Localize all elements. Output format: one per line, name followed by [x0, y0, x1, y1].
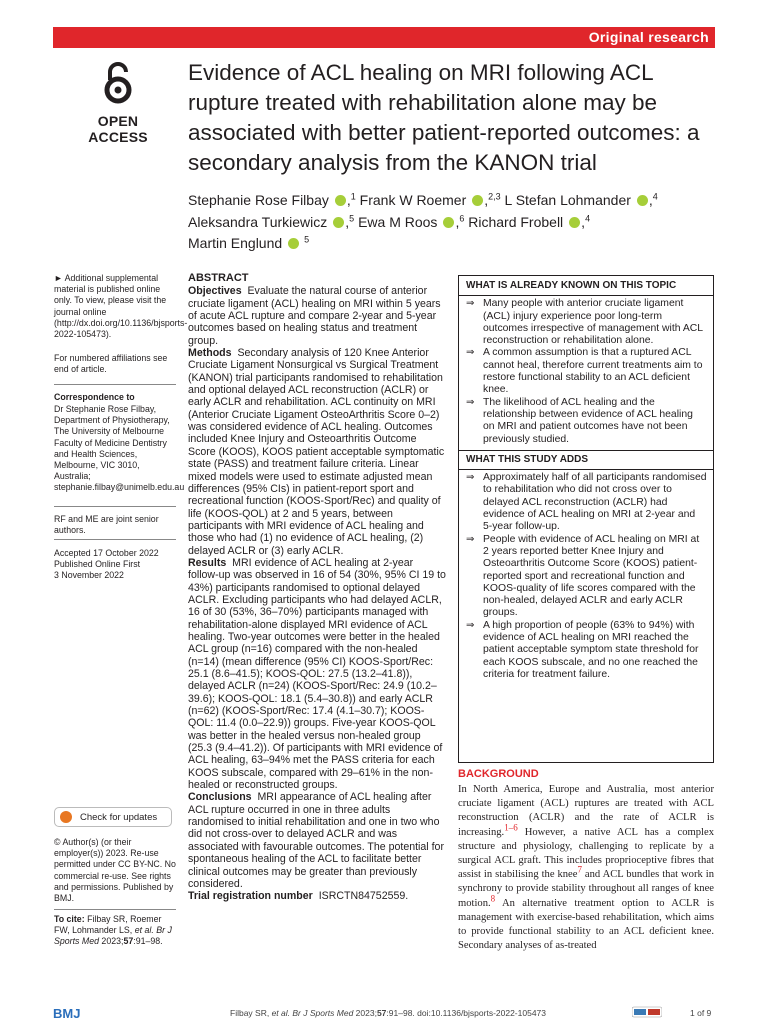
author-affiliation: 1 [350, 191, 356, 202]
cite-volume: 57 [123, 936, 134, 947]
orcid-icon[interactable] [569, 217, 580, 228]
orcid-icon[interactable] [472, 195, 483, 206]
orcid-icon[interactable] [288, 238, 299, 249]
background-sentence: In North America, Europe and Australia, most anterior cruciate ligament (ACL) ruptures are treated with ACL reconstruction (ACLR) and the rate of ACLR is increasing. [458, 784, 714, 838]
conclusions-text: MRI appearance of ACL healing after ACL rupture occurred in one in three adults randomised to initial rehabilitation and one in two who did not cross-over to delayed ACLR and was associated with favourable outcomes. The potential for spontaneous healing of the ACL to facilitate better clinical outcomes may be greater than previously considered. [188, 791, 444, 890]
open-access-badge [68, 60, 168, 145]
cite-journal: et al. Br J Sports Med [54, 925, 172, 947]
methods-label: Methods [188, 347, 232, 360]
abstract-objectives [188, 285, 446, 347]
check-for-updates-button[interactable] [54, 807, 172, 827]
abstract-conclusions [188, 791, 446, 890]
author-affiliation: 4 [652, 191, 658, 202]
abstract-methods [188, 347, 446, 557]
known-list [459, 298, 713, 446]
cite-block [54, 914, 176, 948]
author-affiliation: 6 [459, 212, 465, 223]
author-affiliation: 2,3 [488, 191, 501, 202]
reference-link[interactable]: 8 [490, 893, 496, 904]
known-heading: WHAT IS ALREADY KNOWN ON THIS TOPIC [459, 280, 713, 296]
abstract-heading: ABSTRACT [188, 272, 249, 284]
divider [54, 539, 176, 540]
abstract-results [188, 557, 446, 792]
background-sentence: An alternative treatment option to ACLR is management with exercise-based rehabilitation, which aims to provide functional stability to an ACL deficient knee. Secondary analyses of as-treated [458, 897, 714, 952]
footer-citation [230, 1008, 546, 1018]
list-item: ⇒ The likelihood of ACL healing and the relationship between evidence of ACL healing on MRI and patient outcomes have not been previously studied. [466, 397, 707, 446]
author-name: Richard Frobell [468, 213, 564, 230]
cite-year: 2023; [98, 936, 124, 947]
divider [54, 506, 176, 507]
author-name: Martin Englund [188, 235, 283, 251]
author-name: L Stefan Lohmander [504, 192, 631, 208]
footer-citation-authors: Filbay SR, [230, 1008, 272, 1018]
author-affiliation: 5 [349, 212, 355, 223]
background-sentence: However, a native ACL has a complex structure and physiology, challenging to replicate by a surgical ACL graft. This includes proprioceptive fibres that assist in stabilising the knee [458, 826, 714, 881]
cite-label: To cite: [54, 914, 85, 924]
background-sentence: and ACL bundles that work in synchrony to provide stability throughout all ranges of knee motion. [458, 869, 714, 909]
article-title: Evidence of ACL healing on MRI following ACL rupture treated with rehabilitation alone may be associated with better patient-reported outcomes: a secondary analysis from the KANON trial [188, 60, 700, 175]
author-name: Aleksandra Turkiewicz [188, 213, 328, 230]
author-name: Frank W Roemer [359, 192, 467, 208]
adds-list [459, 472, 713, 681]
adds-heading: WHAT THIS STUDY ADDS [459, 450, 713, 470]
list-item: ⇒ Approximately half of all participants randomised to rehabilitation who did not cross over to delayed ACL reconstruction (ACLR) had evidence of ACL healing on MRI at 2-year and 5-year follow-up. [466, 472, 707, 533]
abstract [188, 272, 446, 903]
senior-authors-note: RF and ME are joint senior authors. [54, 514, 159, 536]
trial-number: ISRCTN84752559. [318, 890, 409, 903]
author-affiliation: 4 [585, 212, 591, 223]
supplemental-note: ► Additional supplemental material is published online only. To view, please visit the journal online (http://dx.doi.org/10.1136/bjsports-2022-105473). [54, 273, 188, 340]
footer-citation-doi: :91–98. doi:10.1136/bjsports-2022-105473 [386, 1008, 547, 1018]
author-list: Stephanie Rose Filbay ,$^1$ Frank W Roemer ,$^{2,3}$ L Stefan Lohmander ,$^4$ Aleksandra Turkiewicz ,$^5$ Ewa M Roos ,$^6$ Richard Frobell ,$^4$ Martin Englund $^5$ [188, 191, 658, 251]
trial-label: Trial registration number [188, 890, 313, 903]
abstract-trial [188, 890, 446, 902]
list-item: ⇒ A high proportion of people (63% to 94%) with evidence of ACL healing on MRI reached the patient acceptable symptom state threshold for each KOOS subscale, and no one reached the criteria for treatment failure. [466, 620, 707, 681]
results-text: MRI evidence of ACL healing at 2-year follow-up was observed in 16 of 54 (30%, 95% CI 19 to 43%) participants randomised to optional delayed ACLR. Excluding participants who had delayed ACLR, 16 of 30 (53%, 36–70%) participants managed with rehabilitation-alone displayed MRI evidence of ACL healing. Two-year outcomes were better in the healed ACL group (n=16) compared with the non-healed (n=14) (mean difference (95% CI) KOOS-Sport/Rec: 25.1 (8.6–41.5); KOOS-QOL: 27.5 (13.2–41.8)), delayed ACLR (n=24) (KOOS-Sport/Rec: 24.9 (10.2–39.6); KOOS-QOL: 18.1 (5.4–30.8)) and early ACLR (n=62) (KOOS-Sport/Rec: 17.4 (4.1–30.7); KOOS-QOL: 11.4 (0.0–22.9)) groups. Five-year KOOS-QOL was better in the healed versus non-healed group (25.3 (9.4–41.2)). Of participants with MRI evidence of ACL healing, 63–94% met the PASS criteria for each KOOS subscale, compared with 29–61% in the non-healed or reconstructed groups. [188, 556, 446, 792]
list-item: ⇒ Many people with anterior cruciate ligament (ACL) injury experience poor long-term outcomes irrespective of management with ACL reconstruction or rehabilitation alone. [466, 298, 707, 347]
open-access-label: OPEN ACCESS [88, 113, 148, 145]
author-name: Stephanie Rose Filbay [188, 192, 329, 208]
footer-citation-journal: et al. Br J Sports Med [271, 1008, 354, 1018]
objectives-text: Evaluate the natural course of anterior cruciate ligament (ACL) healing on MRI within 5 years of acute ACL rupture and compare 2-year and 5-year outcomes based on healing status and treatment group. [188, 285, 441, 347]
orcid-icon[interactable] [335, 195, 346, 206]
divider [54, 384, 176, 385]
divider [54, 909, 176, 910]
background-text [458, 783, 714, 953]
results-label: Results [188, 556, 227, 569]
page-number: 1 of 9 [690, 1008, 712, 1018]
methods-text: Secondary analysis of 120 Knee Anterior Cruciate Ligament Nonsurgical vs Surgical Treatment (KANON) trial participants randomised to rehabilitation and optional delayed ACL reconstruction (ACLR) or early ACLR and rehabilitation. ACL continuity on MRI (Anterior Cruciate Ligament OsteoArthritis Score 0–2) was considered evidence of ACL healing. Outcomes included Knee Injury and Osteoarthritis Outcome Score (KOOS), KOOS patient acceptable symptomatic state (PASS) and treatment failure criteria. Linear mixed models were used to estimate adjusted mean differences (95% CIs) in patient-report sport and recreational function (KOOS-Sport/Rec) and quality of life (KOOS-QOL) at 2 and 5 years, between participants with MRI evidence of ACL healing and those who had (1) no evidence of ACL healing, (2) delayed ACLR or (3) early ACLR. [188, 347, 445, 557]
cite-pages: :91–98. [133, 936, 163, 947]
open-access-icon [101, 60, 135, 104]
orcid-icon[interactable] [333, 217, 344, 228]
affiliations-note: For numbered affiliations see end of article. [54, 353, 168, 375]
footer-citation-volume: 57 [376, 1008, 387, 1018]
author-name: Ewa M Roos [358, 213, 438, 230]
publication-dates: Accepted 17 October 2022 Published Online First 3 November 2022 [54, 548, 159, 581]
update-icon [60, 811, 72, 823]
section-label: Original research [588, 29, 709, 45]
author-affiliation: 5 [304, 234, 310, 245]
check-for-updates-label: Check for updates [80, 812, 158, 823]
background-heading: BACKGROUND [458, 768, 539, 780]
footer-citation-year: 2023; [353, 1008, 377, 1018]
basem-logo-icon [632, 1005, 662, 1019]
correspondence-body: Dr Stephanie Rose Filbay, Department of Physiotherapy, The University of Melbourne Faculty of Medicine Dentistry and Health Sciences, Melbourne, VIC 3010, Australia; stephanie.filbay@unimelb.edu.au [54, 404, 185, 493]
list-item: ⇒ A common assumption is that a ruptured ACL cannot heal, therefore current treatments aim to restore functional stability to an ACL deficient knee. [466, 347, 707, 396]
objectives-label: Objectives [188, 285, 242, 298]
publisher-logo: BMJ [53, 1006, 81, 1021]
orcid-icon[interactable] [443, 217, 454, 228]
reference-link[interactable]: 1–6 [504, 822, 518, 833]
key-messages-box [458, 275, 714, 763]
cite-text: Filbay SR, Roemer FW, Lohmander LS, [54, 914, 162, 936]
copyright-note: © Author(s) (or their employer(s)) 2023. Re-use permitted under CC BY-NC. No commercial re-use. See rights and permissions. Published by BMJ. [54, 837, 176, 904]
conclusions-label: Conclusions [188, 791, 252, 804]
correspondence-heading: Correspondence to [54, 392, 135, 402]
list-item: ⇒ People with evidence of ACL healing on MRI at 2 years reported better Knee Injury and Osteoarthritis Outcome Score (KOOS) patient-reported sport and recreational function and KOOS-quality of life scores compared with the non-healed, delayed ACLR and early ACLR groups. [466, 534, 707, 620]
orcid-icon[interactable] [637, 195, 648, 206]
section-banner [53, 27, 715, 48]
reference-link[interactable]: 7 [577, 864, 582, 875]
